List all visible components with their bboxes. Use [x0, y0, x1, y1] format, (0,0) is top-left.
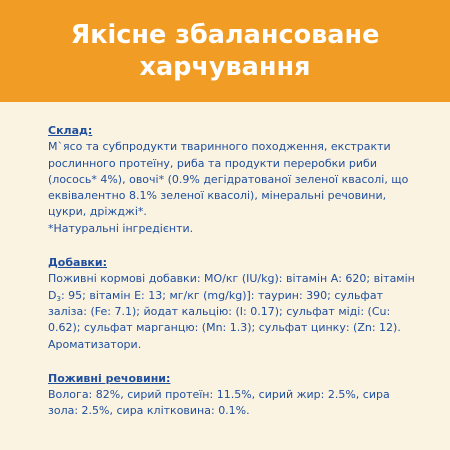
composition-text: М`ясо та субпродукти тваринного походження, екстракти рослинного протеїну, риба та продукти переробки риби (лосось* 4%), овочі* (0.9% дегідратованої зеленої квасолі, що еквівалентно 8.1% зеленої квасолі), мінеральні речовини, цукри, дріжджі*. [48, 140, 409, 219]
composition-note: *Натуральні інгредієнти. [48, 221, 194, 235]
vitamin-d-subscript: 3 [56, 294, 61, 303]
nutrients-section [48, 371, 418, 420]
header-banner [0, 0, 450, 102]
composition-section [48, 123, 418, 237]
additives-line-2: : 95; вітамін Е: 13; мг/кг (mg/kg)]: таурин: 390; сульфат заліза: (Fe: 7.1); йодат кальцію: (I: 0.17); сульфат міді: (Cu: 0.62); сульфат марганцю: (Mn: 1.3); сульфат цинку: (Zn: 12). Ароматизатори. [48, 288, 401, 351]
section-spacer [48, 353, 418, 371]
header-title-line-1: Якісне збалансоване [70, 20, 380, 50]
nutrients-title: Поживні речовини: [48, 371, 171, 385]
additives-line-1: Поживні кормові добавки: МО/кг (IU/kg): вітамін А: 620; вітамін [48, 272, 415, 286]
vitamin-d-letter: D [48, 288, 57, 302]
label-content [48, 123, 418, 420]
header-title-line-2: харчування [139, 52, 311, 82]
nutrients-text: Волога: 82%, сирий протеїн: 11.5%, сирий жир: 2.5%, сира зола: 2.5%, сира клітковина: 0.1%. [48, 388, 390, 418]
composition-title: Склад: [48, 124, 93, 137]
additives-title: Добавки: [48, 256, 107, 270]
additives-section [48, 255, 418, 353]
additives-text [48, 271, 418, 352]
section-spacer [48, 237, 418, 255]
